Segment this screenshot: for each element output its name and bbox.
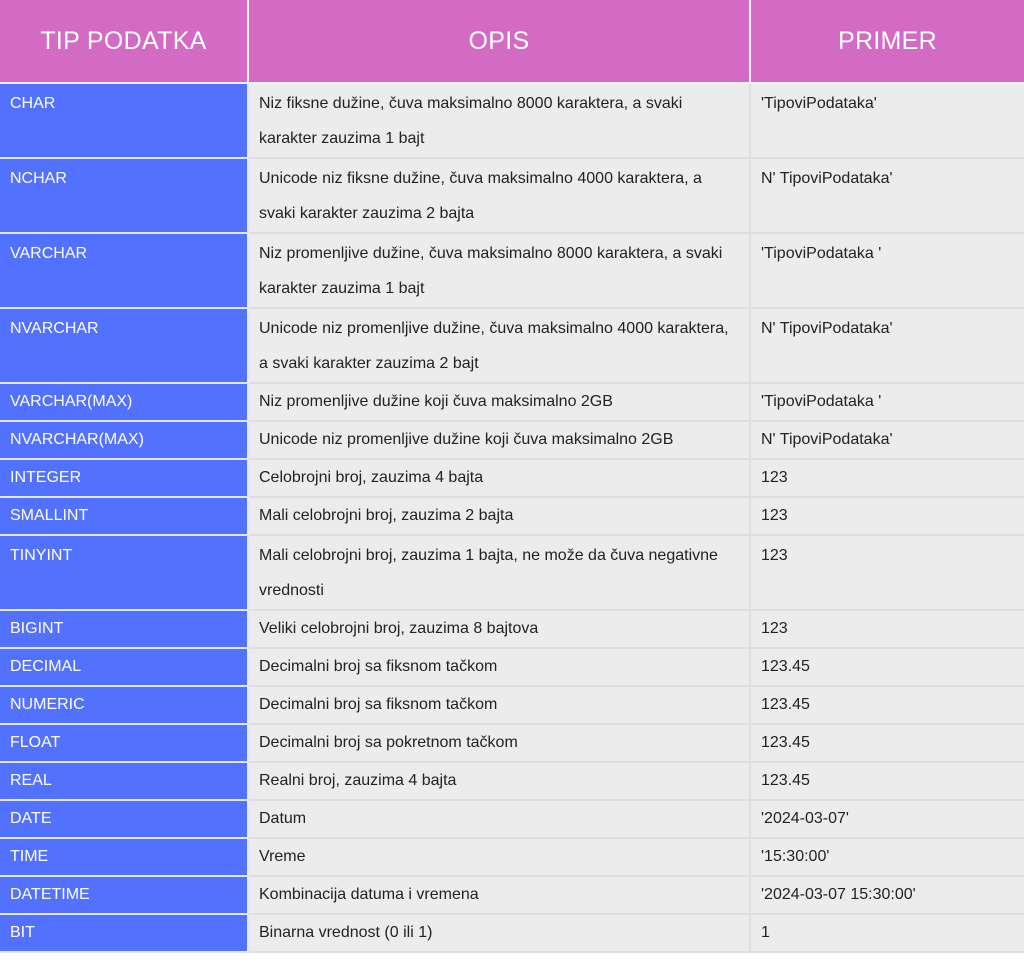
cell-type: BIGINT [0,610,248,648]
cell-example: 123 [750,459,1024,497]
cell-description: Decimalni broj sa fiksnom tačkom [248,686,750,724]
cell-example: 'TipoviPodataka ' [750,233,1024,308]
cell-example: '15:30:00' [750,838,1024,876]
cell-type: DATETIME [0,876,248,914]
table-row [0,83,1024,158]
cell-type: NVARCHAR(MAX) [0,421,248,459]
cell-type: VARCHAR [0,233,248,308]
cell-type: NVARCHAR [0,308,248,383]
table-row [0,610,1024,648]
cell-example: 123 [750,535,1024,610]
cell-example: 1 [750,914,1024,952]
cell-example: N' TipoviPodataka' [750,421,1024,459]
table-row [0,383,1024,421]
table-row [0,648,1024,686]
cell-description: Niz fiksne dužine, čuva maksimalno 8000 karaktera, a svaki karakter zauzima 1 bajt [248,83,750,158]
cell-example: 123.45 [750,724,1024,762]
table-row [0,876,1024,914]
cell-description: Niz promenljive dužine koji čuva maksimalno 2GB [248,383,750,421]
cell-example: 123 [750,610,1024,648]
cell-type: DECIMAL [0,648,248,686]
cell-description: Unicode niz fiksne dužine, čuva maksimalno 4000 karaktera, a svaki karakter zauzima 2 bajta [248,158,750,233]
cell-type: CHAR [0,83,248,158]
cell-example: N' TipoviPodataka' [750,308,1024,383]
cell-description: Binarna vrednost (0 ili 1) [248,914,750,952]
cell-type: VARCHAR(MAX) [0,383,248,421]
cell-type: NCHAR [0,158,248,233]
table-row [0,497,1024,535]
cell-type: SMALLINT [0,497,248,535]
cell-example: 123.45 [750,762,1024,800]
cell-description: Datum [248,800,750,838]
header-description: OPIS [248,0,750,83]
cell-type: TINYINT [0,535,248,610]
table-row [0,762,1024,800]
table-row [0,838,1024,876]
cell-description: Unicode niz promenljive dužine, čuva maksimalno 4000 karaktera, a svaki karakter zauzima 2 bajt [248,308,750,383]
table-row [0,724,1024,762]
cell-description: Decimalni broj sa fiksnom tačkom [248,648,750,686]
cell-type: REAL [0,762,248,800]
cell-description: Celobrojni broj, zauzima 4 bajta [248,459,750,497]
cell-type: DATE [0,800,248,838]
cell-description: Realni broj, zauzima 4 bajta [248,762,750,800]
cell-type: NUMERIC [0,686,248,724]
table-row [0,459,1024,497]
cell-type: INTEGER [0,459,248,497]
table-row [0,158,1024,233]
header-example: PRIMER [750,0,1024,83]
table-row [0,800,1024,838]
cell-description: Unicode niz promenljive dužine koji čuva maksimalno 2GB [248,421,750,459]
cell-description: Decimalni broj sa pokretnom tačkom [248,724,750,762]
cell-type: TIME [0,838,248,876]
header-type: TIP PODATKA [0,0,248,83]
cell-description: Niz promenljive dužine, čuva maksimalno 8000 karaktera, a svaki karakter zauzima 1 bajt [248,233,750,308]
table-row [0,686,1024,724]
cell-description: Veliki celobrojni broj, zauzima 8 bajtova [248,610,750,648]
cell-example: 'TipoviPodataka ' [750,383,1024,421]
table-row [0,535,1024,610]
table-row [0,914,1024,952]
cell-type: FLOAT [0,724,248,762]
cell-description: Mali celobrojni broj, zauzima 2 bajta [248,497,750,535]
cell-example: 123.45 [750,648,1024,686]
cell-type: BIT [0,914,248,952]
table-row [0,421,1024,459]
cell-example: 'TipoviPodataka' [750,83,1024,158]
cell-description: Kombinacija datuma i vremena [248,876,750,914]
cell-description: Vreme [248,838,750,876]
header-row [0,0,1024,83]
cell-example: 123 [750,497,1024,535]
table-row [0,308,1024,383]
cell-example: '2024-03-07 15:30:00' [750,876,1024,914]
cell-example: N' TipoviPodataka' [750,158,1024,233]
cell-example: '2024-03-07' [750,800,1024,838]
cell-example: 123.45 [750,686,1024,724]
table-row [0,233,1024,308]
cell-description: Mali celobrojni broj, zauzima 1 bajta, ne može da čuva negativne vrednosti [248,535,750,610]
